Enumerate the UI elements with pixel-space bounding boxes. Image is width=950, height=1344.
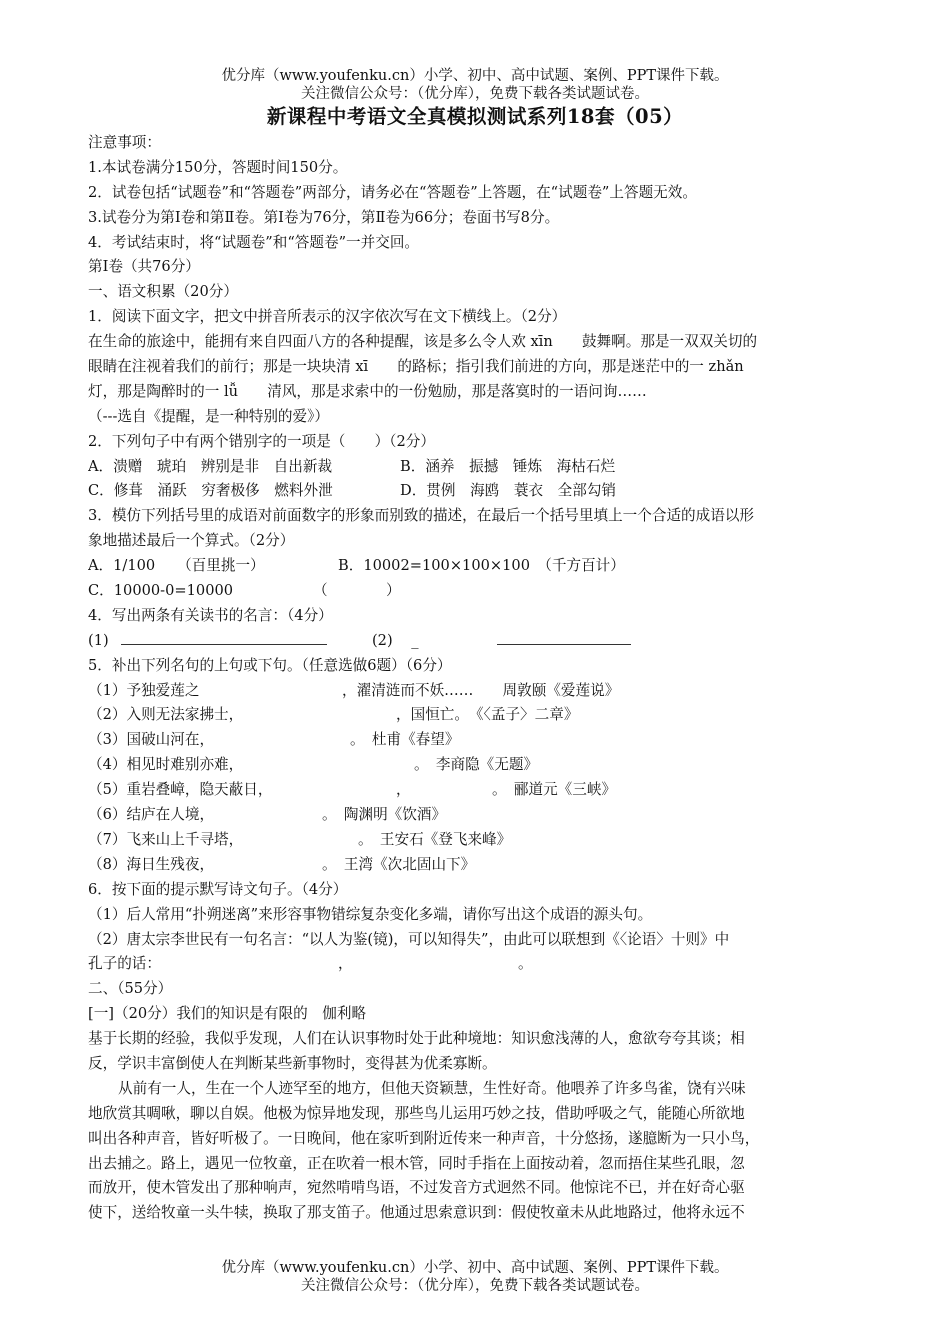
q5-stem: 5．补出下列名句的上句或下句。（任意选做6题）（6分） <box>88 656 452 674</box>
header-line-2: 关注微信公众号：（优分库），免费下载各类试题试卷。 <box>301 86 649 102</box>
q6-part-2a: （2）唐太宗李世民有一句名言：“以人为鉴(镜)，可以知得失”，由此可以联想到《〈论语〉十则》中 <box>88 930 730 948</box>
q5-item-3-prompt: （3）国破山河在， <box>88 731 215 749</box>
reading-line: 出去捕之。路上，遇见一位牧童，正在吹着一根木管，同时手指在上面按动着，忽而捂住某些孔眼，忽 <box>88 1154 745 1172</box>
reading-line: 地欣赏其啁啾，聊以自娱。他极为惊异地发现，那些鸟儿运用巧妙之技，借助呼吸之气，能随心所欲地 <box>88 1104 745 1122</box>
q5-item-8-prompt: （8）海日生残夜， <box>88 855 215 873</box>
q5-item-6-rest: 。 陶渊明《饮酒》 <box>322 806 447 824</box>
q2-option-c: C．修葺 涌跃 穷奢极侈 燃料外泄 <box>88 482 333 500</box>
q2-options-cd <box>88 479 868 504</box>
reading-heading: [一]（20分）我们的知识是有限的 伽利略 <box>88 1005 367 1023</box>
q5-item-2-prompt: （2）入则无法家拂士， <box>88 706 244 724</box>
q5-item <box>88 728 868 753</box>
q5-item-6-prompt: （6）结庐在人境， <box>88 806 215 824</box>
q2-option-a: A．溃赠 琥珀 辨别是非 自出新裁 <box>88 457 333 475</box>
notice-heading: 注意事项： <box>88 134 161 151</box>
q4-answer-blank-2[interactable] <box>497 630 631 645</box>
q3-stem-2: 象地描述最后一个算式。（2分） <box>88 532 295 550</box>
q5-item-1-rest: ，濯清涟而不妖…… 周敦颐《爱莲说》 <box>342 681 620 699</box>
reading-line: 从前有一人，生在一个人迹罕至的地方，但他天资颖慧，生性好奇。他喂养了许多鸟雀，饶有兴味 <box>118 1079 746 1097</box>
notice-item-4: 4．考试结束时，将“试题卷”和“答题卷”一并交回。 <box>88 233 420 251</box>
q5-item <box>88 703 868 728</box>
q5-item <box>88 753 868 778</box>
q4-label-2: (2) <box>371 631 393 649</box>
notice-item-3: 3.试卷分为第Ⅰ卷和第Ⅱ卷。第Ⅰ卷为76分，第Ⅱ卷为66分；卷面书写8分。 <box>88 208 560 226</box>
q1-passage-line-1: 在生命的旅途中，能拥有来自四面八方的各种提醒，该是多么令人欢 xīn 鼓舞啊。那是一双双关切的 <box>88 333 758 351</box>
header-line-1: 优分库（www.youfenku.cn）小学、初中、高中试题、案例、PPT课件下载。 <box>221 68 729 84</box>
q3-option-a: A．1/100 （百里挑一） <box>88 557 265 575</box>
q5-item-4-prompt: （4）相见时难别亦难， <box>88 756 244 774</box>
q5-item-5-prompt: （5）重岩叠嶂，隐天蔽日， <box>88 781 273 799</box>
q5-item-5-mid: ， <box>396 781 411 799</box>
q5-item-7-rest: 。 王安石《登飞来峰》 <box>358 830 512 848</box>
q3-option-c-line <box>88 579 868 604</box>
q2-option-b: B．涵养 振撼 锤炼 海枯石烂 <box>400 457 616 475</box>
q5-item-1-prompt: （1）予独爱莲之 <box>88 681 200 699</box>
reading-line: 使下，送给牧童一头牛犊，换取了那支笛子。他通过思索意识到：假使牧童未从此地路过，他将永远不 <box>88 1204 745 1222</box>
q5-item <box>88 803 868 828</box>
q5-item-4-rest: 。 李商隐《无题》 <box>414 756 539 774</box>
section2-heading: 二、（55分） <box>88 980 173 998</box>
q6-part-2b-mid: ， <box>338 955 353 973</box>
q3-answer-blank[interactable]: （ ） <box>313 582 401 600</box>
q5-item-8-rest: 。 王湾《次北固山下》 <box>322 855 476 873</box>
exam-title: 新课程中考语文全真模拟测试系列18套（05） <box>266 105 684 128</box>
reading-line: 反，学识丰富倒使人在判断某些新事物时，变得甚为优柔寡断。 <box>88 1054 497 1072</box>
q4-label-1: (1) <box>88 631 109 649</box>
q6-stem: 6．按下面的提示默写诗文句子。（4分） <box>88 880 348 898</box>
q4-answer-blank-1[interactable] <box>121 630 327 645</box>
section1-heading: 一、语文积累（20分） <box>88 283 238 301</box>
q3-options-ab <box>88 554 868 579</box>
q5-item-2-rest: ，国恒亡。 《〈孟子〉二章》 <box>396 706 579 724</box>
q2-option-d: D．贯例 海鸥 蓑衣 全部勾销 <box>400 482 617 500</box>
notice-item-2: 2．试卷包括“试题卷”和“答题卷”两部分，请务必在“答题卷”上答题，在“试题卷”上答题无效。 <box>88 183 697 201</box>
q6-part-2b-end: 。 <box>518 955 533 973</box>
q5-item <box>88 828 868 853</box>
q2-stem: 2．下列句子中有两个错别字的一项是（ ）（2分） <box>88 432 435 450</box>
q1-source: （---选自《提醒，是一种特别的爱》） <box>88 407 329 425</box>
q3-option-b: B．10002=100×100×100 （千方百计） <box>338 557 625 575</box>
footer-line-1: 优分库（www.youfenku.cn）小学、初中、高中试题、案例、PPT课件下载。 <box>221 1260 729 1276</box>
part1-heading: 第Ⅰ卷（共76分） <box>88 258 200 276</box>
q4-mark: _ <box>411 631 419 649</box>
q1-stem: 1．阅读下面文字，把文中拼音所表示的汉字依次写在文下横线上。（2分） <box>88 308 567 326</box>
q1-passage-line-2: 眼睛在注视着我们的前行；那是一块块清 xī 的路标；指引我们前进的方向，那是迷茫中的一 zhǎn <box>88 358 744 376</box>
exam-body <box>88 131 868 1226</box>
reading-line: 叫出各种声音，皆好听极了。一日晚间，他在家听到附近传来一种声音，十分悠扬，遂臆断为一只小鸟， <box>88 1129 760 1147</box>
q6-part-2b-prompt: 孔子的话： <box>88 955 161 973</box>
q6-part-2b <box>88 952 868 977</box>
q1-passage-line-3: 灯，那是陶醉时的一 lǚ 清风，那是求索中的一份勉励，那是落寞时的一语问询…… <box>88 382 647 400</box>
q5-item-7-prompt: （7）飞来山上千寻塔， <box>88 830 244 848</box>
footer-line-2: 关注微信公众号：（优分库），免费下载各类试题试卷。 <box>301 1278 649 1294</box>
q2-options-ab <box>88 455 868 480</box>
q3-option-c: C．10000-0=10000 <box>88 582 234 600</box>
q5-item-5-rest: 。 郦道元《三峡》 <box>492 781 617 799</box>
q5-item <box>88 853 868 878</box>
q3-stem-1: 3．模仿下列括号里的成语对前面数字的形象而别致的描述，在最后一个括号里填上一个合适的成语以形 <box>88 507 755 525</box>
q5-item <box>88 778 868 803</box>
q4-stem: 4．写出两条有关读书的名言：（4分） <box>88 606 333 624</box>
q4-answer-line <box>88 629 868 654</box>
reading-line: 而放开，使木管发出了那种响声，宛然啃啃鸟语，不过发音方式迥然不同。他惊诧不已，并在好奇心驱 <box>88 1179 745 1197</box>
q5-item-3-rest: 。 杜甫《春望》 <box>350 731 460 749</box>
q6-part-1: （1）后人常用“扑朔迷离”来形容事物错综复杂变化多端，请你写出这个成语的源头句。 <box>88 905 653 923</box>
q5-item <box>88 679 868 704</box>
reading-line: 基于长期的经验，我似乎发现，人们在认识事物时处于此种境地：知识愈浅薄的人，愈欲夸夸其谈；相 <box>88 1030 745 1048</box>
notice-item-1: 1.本试卷满分150分，答题时间150分。 <box>88 158 348 176</box>
